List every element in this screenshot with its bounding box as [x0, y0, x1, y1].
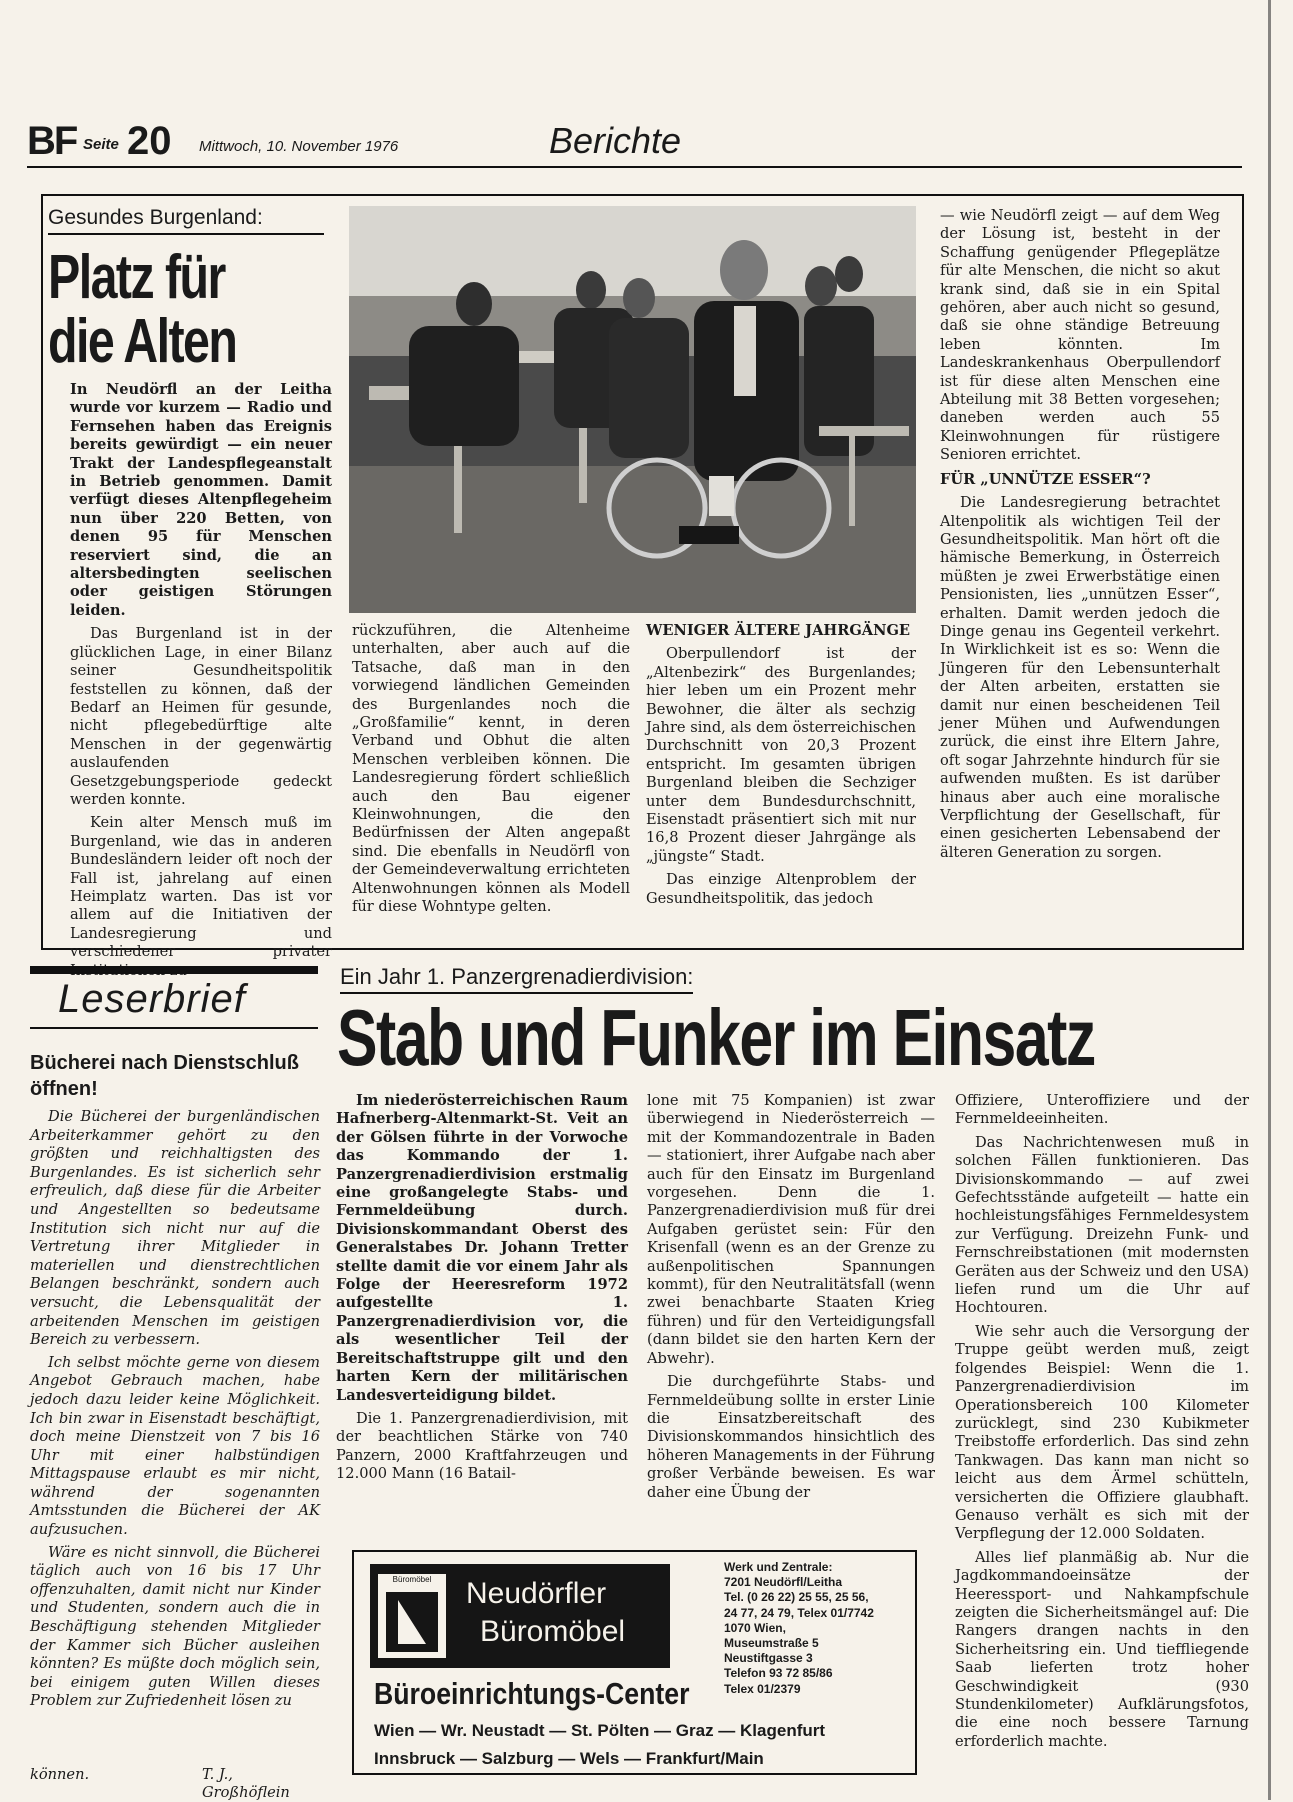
article-paragraph: Die Landesregierung betrachtet Altenpolitik als wichtigen Teil der Gesundheitspolitik. Man hört oft die hämische Bemerkung, in Österreich müßten je zwei Erwerbstätige einen Pensionisten, lies „unnützen Esser“, erhalten. Damit werden jedoch die Dinge genau ins Gegenteil verkehrt. In Wirklichkeit ist es so: Wenn die Jüngeren für den Lebensunterhalt der Alten arbeiten, erstatten sie damit nur einen bescheidenen Teil jener Mühen und Aufwendungen zurück, die einst ihre Eltern Jahre, oft sogar Jahrzehnte hindurch für sie aufwenden mußten. Es ist darüber hinaus aber auch eine moralische Verpflichtung der Gesellschaft, für einen gesicherten Lebensabend der älteren Generation zu sorgen. [940, 494, 1220, 861]
ad-address-line: Tel. (0 26 22) 25 55, 25 56, [724, 1590, 869, 1605]
article-subhead: WENIGER ÄLTERE JAHRGÄNGE [646, 622, 911, 639]
article2-kicker: Ein Jahr 1. Panzergrenadierdivision: [340, 963, 693, 994]
ad-address-line: 7201 Neudörfl/Leitha [724, 1575, 843, 1590]
leserbrief-paragraph: Ich selbst möchte gerne von diesem Angebot Gebrauch machen, habe jedoch dazu leider keine Möglichkeit. Ich bin zwar in Eisenstadt beschäftigt, doch meine Dienstzeit von 7 bis 16 Uhr mit einer halbstündigen Mittagspause erlaubt es mir nicht, während der sogenannten Amtsstunden die Bücherei der AK aufzusuchen. [30, 1353, 320, 1539]
masthead [27, 118, 1242, 168]
leserbrief-body [30, 1108, 320, 1711]
article2-paragraph: lone mit 75 Kompanien) ist zwar überwiegend in Niederösterreich — mit der Kommandozentrale in Baden — stationiert, ihrer Aufgabe nach aber auch für den Einsatz im Burgenland vorgesehen. Denn die 1. Panzergrenadierdivision muß für drei Aufgaben gerüstet sein: Für den Krisenfall (wenn es an der Grenze zu außenpolitischen Spannungen kommt), für den Neutralitätsfall (wenn zwei benachbarte Staaten Krieg führen) und für den Verteidigungsfall (dann bildet sie den harten Kern der Abwehr). [647, 1092, 935, 1367]
ad-cities-line: Wien — Wr. Neustadt — St. Pölten — Graz — Klagenfurt [374, 1721, 826, 1740]
article2-paragraph: Die durchgeführte Stabs- und Fernmeldeübung sollte in erster Linie die Einsatzbereitschaft des Divisionskommandos hinsichtlich des höheren Managements in der Führung großer Verbände beweisen. Es war daher eine Übung der [647, 1373, 935, 1501]
article2-paragraph: Alles lief planmäßig ab. Nur die Jagdkommandoeinsätze der Heeressport- und Nahkampfschule zeigten die Sicherheitsmängel auf: Die Rangers drangen nachts in den Sicherheitsring ein. Und tieffliegende Saab lieferten trotz hoher Geschwindigkeit (930 Stundenkilometer) Aufklärungsfotos, die eine noch bessere Tarnung erforderlich machte. [955, 1548, 1249, 1750]
article-paragraph: — wie Neudörfl zeigt — auf dem Weg der Lösung ist, besteht in der Schaffung genügender Pflegeplätze für alte Menschen, die nicht so akut krank sind, daß sie in ein Spital gehören, aber auch nicht so gesund, daß sie ohne ständige Betreuung leben könnten. Im Landeskrankenhaus Oberpullendorf ist für diese alten Menschen eine Abteilung mit 38 Betten vorgesehen; daneben werden auch 55 Kleinwohnungen für rüstigere Senioren errichtet. [940, 207, 1220, 464]
leserbrief-title: Leserbrief [58, 977, 246, 1021]
masthead-seite-label: Seite [83, 136, 119, 153]
article-column-3 [646, 622, 916, 908]
ad-address-line: Telefon 93 72 85/86 [724, 1666, 833, 1681]
ad-address-line: Museumstraße 5 [724, 1636, 819, 1651]
article2-paragraph: Offiziere, Unteroffiziere und der Fernmeldeeinheiten. [955, 1092, 1249, 1128]
ad-brand-line: Büromöbel [480, 1615, 626, 1648]
leserbrief-headline: Bücherei nach Dienstschluß öffnen! [30, 1052, 299, 1100]
leserbrief-rule [30, 1027, 318, 1029]
article2-lead-paragraph: Im niederösterreichischen Raum Hafnerberg-Altenmarkt-St. Veit an der Gölsen führte in der Vorwoche das Kommando der 1. Panzergrenadierdivision erstmalig eine großangelegte Stabs- und Fernmeldeübung durch. Divisionskommandant Oberst des Generalstabes Dr. Johann Tretter stellte damit die vor einem Jahr als Folge der Heeresreform 1972 aufgestellte 1. Panzergrenadierdivision vor, die als wesentlicher Teil der Bereitschaftstruppe gilt und den harten Kern der militärischen Landesverteidigung bildet. [336, 1092, 628, 1404]
issue-date: Mittwoch, 10. November 1976 [199, 138, 399, 155]
article2-paragraph: Das Nachrichtenwesen muß in solchen Fällen funktionieren. Das Divisionskommando — auf zwei Gefechtsstände aufgeteilt — hatte ein hochleistungsfähiges Fernmeldesystem zur Verfügung. Dreizehn Funk- und Fernschreibstationen (mit modernsten Geräten aus der Schweiz und den USA) liefen rund um die Uhr auf Hochtouren. [955, 1133, 1249, 1317]
article-subhead: FÜR „UNNÜTZE ESSER“? [940, 470, 1151, 488]
leserbrief-paragraph: Wäre es nicht sinnvoll, die Bücherei täglich auch von 16 bis 17 Uhr offenzuhalten, damit nicht nur Kinder und Studenten, sondern auch die in Beschäftigung stehenden Mitglieder der Kammer sich Bücher ausleihen könnten? Es müßte doch möglich sein, bei einigem guten Willen dieses Problem zur Zufriedenheit lösen zu [30, 1543, 320, 1710]
article-paragraph: rückzuführen, die Altenheime unterhalten, aber auch auf die Tatsache, daß man in den vorwiegend ländlichen Gemeinden des Burgenlandes noch die „Großfamilie“ kennt, in deren Verband und Obhut die alten Menschen verbleiben können. Die Landesregierung fördert schließlich auch den Bau eigener Kleinwohnungen, die den Bedürfnissen der Alten angepaßt sind. Die ebenfalls in Neudörfl von der Gemeindeverwaltung errichteten Altenwohnungen können als Modell für diese Wohntype gelten. [352, 622, 630, 916]
article-kicker: Gesundes Burgenland: [48, 205, 324, 235]
ad-center-title: Büroeinrichtungs-Center [374, 1676, 690, 1711]
ad-logo-mark [378, 1574, 446, 1658]
headline-line: die Alten [48, 307, 237, 376]
article-column-1 [70, 381, 332, 980]
section-title: Berichte [549, 120, 682, 161]
ad-address-line: Telex 01/2379 [724, 1681, 801, 1696]
article2-column-1 [336, 1092, 628, 1484]
ad-cities-line: Innsbruck — Salzburg — Wels — Frankfurt/Main [374, 1749, 764, 1768]
article2-paragraph: Die 1. Panzergrenadierdivision, mit der beachtlichen Stärke von 740 Panzern, 2000 Kraftfahrzeugen und 12.000 Mann (16 Batail- [336, 1409, 628, 1483]
headline-line: Platz für [48, 243, 225, 312]
page-number: 20 [127, 119, 172, 163]
ad-address-line: 24 77, 24 79, Telex 01/7742 [724, 1605, 874, 1620]
article-column-4 [940, 207, 1220, 862]
ad-address-block [724, 1560, 914, 1697]
article2-headline: Stab und Funker im Einsatz [337, 993, 1095, 1082]
article-paragraph: Kein alter Mensch muß im Burgenland, wie das in anderen Bundesländern leider oft noch der Fall ist, jahrelang auf einen Heimplatz warten. Das ist vor allem auf die Initiativen der Landesregierung und verschiedener privater [70, 814, 332, 961]
masthead-logo: BF [27, 119, 77, 163]
page-edge-shadow [1268, 0, 1271, 1800]
ad-n-logo-icon [378, 1574, 446, 1658]
article-photo [349, 206, 916, 613]
article2-column-3 [955, 1092, 1249, 1751]
article-paragraph: Das Burgenland ist in der glücklichen Lage, in einer Bilanz seiner Gesundheitspolitik feststellen zu können, daß der Bedarf an Heimen für gesunde, nicht pflegebedürftige alte Menschen in der gegenwärtig auslaufenden Gesetzgebungsperiode gedeckt werden konnte. [70, 625, 332, 808]
leserbrief-bar [30, 966, 318, 974]
article-column-2 [352, 622, 630, 917]
ad-address-line: 1070 Wien, [724, 1620, 786, 1635]
article2-paragraph: Wie sehr auch die Versorgung der Truppe geübt werden muß, zeigt folgendes Beispiel: Wenn die 1. Panzergrenadierdivision im Operationsbereich 100 Kilometer zurücklegt, sind 230 Kubikmeter Treibstoffe erforderlich. Das sind zehn Tankwagen. Das kann man nicht so leicht aus dem Ärmel schütteln, versicherten die Offiziere glaubhaft. Genauso verhält es sich mit der Verpflegung der 12.000 Soldaten. [955, 1322, 1249, 1543]
ad-logo-mark-label: Büromöbel [392, 1575, 432, 1584]
ad-address-line: Neustiftgasse 3 [724, 1651, 813, 1666]
article-paragraph: Das einzige Altenproblem der Gesundheitspolitik, das jedoch [646, 871, 916, 907]
leserbrief-author: T. J., Großhöflein [202, 1766, 290, 1801]
article-headline [48, 243, 266, 376]
ad-address-line: Werk und Zentrale: [724, 1560, 833, 1574]
leserbrief-last-word: können. [30, 1766, 90, 1783]
advertisement [352, 1550, 917, 1775]
leserbrief-paragraph: Die Bücherei der burgenländischen Arbeiterkammer gehört zu den größten und reichhaltigsten des Burgenlandes. Es ist sicherlich sehr erfreulich, daß diese für die Arbeiter und Angestellten so bedeutsame Institution sich nicht nur auf die Vertretung ihrer Mitglieder in materiellen und dienstrechtlichen Belangen beschränkt, sondern auch versucht, die Lebensqualität der arbeitenden Menschen im geistigen Bereich zu verbessern. [30, 1108, 320, 1349]
article2-column-2 [647, 1092, 935, 1502]
ad-brand-line: Neudörfler [466, 1577, 607, 1610]
article-lead-paragraph: In Neudörfl an der Leitha wurde vor kurzem — Radio und Fernsehen haben das Ereignis bereits gewürdigt — ein neuer Trakt der Landespflegeanstalt in Betrieb genommen. Damit verfügt dieses Altenpflegeheim nun über 220 Betten, von denen 95 für Menschen reserviert sind, die an altersbedingten seelischen oder geistigen Störungen leiden. [70, 381, 332, 619]
ad-logo-box [370, 1564, 670, 1668]
article-paragraph: Oberpullendorf ist der „Altenbezirk“ des Burgenlandes; hier leben um ein Prozent mehr Bewohner, die älter als sechzig Jahre sind, als dem österreichischen Durchschnitt von 20,3 Prozent entspricht. Im gesamten übrigen Burgenland bleiben die Sechziger unter dem Bundesdurchschnitt, Eisenstadt präsentiert sich mit nur 16,8 Prozent dieser Jahrgänge als „jüngste“ Stadt. [646, 645, 916, 865]
